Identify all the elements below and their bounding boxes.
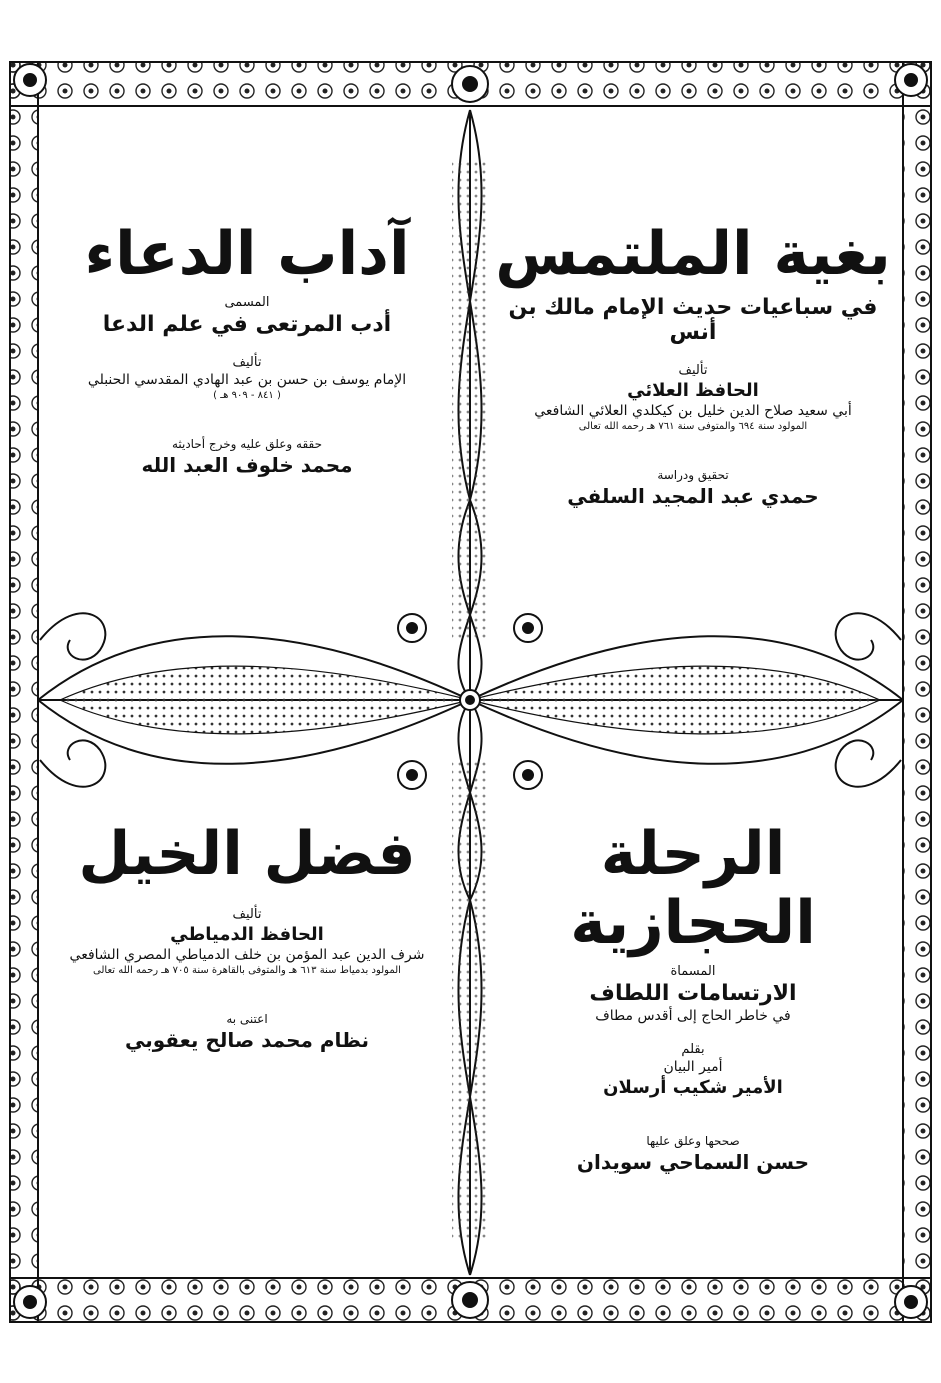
title-al-rihla-al-hijaziyya: الرحلة الحجازية xyxy=(570,819,816,958)
book-top-left xyxy=(42,180,452,479)
author-full-name: أبي سعيد صلاح الدين خليل بن كيكلدي العلائي الشافعي xyxy=(534,403,852,419)
book-top-right xyxy=(488,180,898,510)
author-name: الحافظ الدمياطي xyxy=(170,924,324,945)
title-adab-al-dua: آداب الدعاء xyxy=(84,219,410,289)
author-name: الحافظ العلائي xyxy=(627,380,759,401)
book-bottom-right xyxy=(488,790,898,1176)
editor-label: تحقيق ودراسة xyxy=(657,468,729,482)
title-bughyat-al-multamis: بغية الملتمس xyxy=(495,219,891,289)
author-full-name: الإمام يوسف بن حسن بن عبد الهادي المقدسي الحنبلي xyxy=(87,372,407,388)
editor-label: اعتنى به xyxy=(226,1012,268,1026)
border-left-band xyxy=(10,62,38,1322)
editor-name: حسن السماحي سويدان xyxy=(576,1150,810,1174)
editor-name: نظام محمد صالح يعقوبي xyxy=(124,1028,370,1052)
author-full-name: شرف الدين عبد المؤمن بن خلف الدمياطي المصري الشافعي xyxy=(69,947,425,963)
author-dates: ( ٨٤١ - ٩٠٩ هـ ) xyxy=(213,390,281,401)
author-label: بقلم xyxy=(681,1042,705,1057)
author-epithet: أمير البيان xyxy=(663,1059,723,1075)
editor-label: صححها وعلق عليها xyxy=(646,1134,740,1148)
named-label: المسمى xyxy=(224,295,270,310)
title-fadl-al-khayl: فضل الخيل xyxy=(78,819,416,889)
subtitle: في سباعيات حديث الإمام مالك بن أنس xyxy=(508,295,878,345)
named-label: المسماة xyxy=(670,964,716,979)
author-name: الأمير شكيب أرسلان xyxy=(603,1077,783,1098)
editor-label: حققه وعلق عليه وخرج أحاديثه xyxy=(171,437,323,451)
author-dates: المولود سنة ٦٩٤ والمتوفى سنة ٧٦١ هـ رحمه الله تعالى xyxy=(578,421,808,432)
editor-name: محمد خلوف العبد الله xyxy=(141,453,353,477)
editor-name: حمدي عبد المجيد السلفي xyxy=(567,484,819,508)
author-label: تأليف xyxy=(232,355,262,370)
border-right-band xyxy=(903,62,931,1322)
author-label: تأليف xyxy=(232,907,262,922)
alt-title-2: في خاطر الحاج إلى أقدس مطاف xyxy=(595,1008,791,1024)
alt-title: أدب المرتعى في علم الدعا xyxy=(102,312,392,337)
author-dates: المولود بدمياط سنة ٦١٣ هـ والمتوفى بالقاهرة سنة ٧٠٥ هـ رحمه الله تعالى xyxy=(93,965,401,976)
alt-title: الارتسامات اللطاف xyxy=(589,981,797,1006)
author-label: تأليف xyxy=(678,363,708,378)
book-bottom-left xyxy=(42,790,452,1054)
